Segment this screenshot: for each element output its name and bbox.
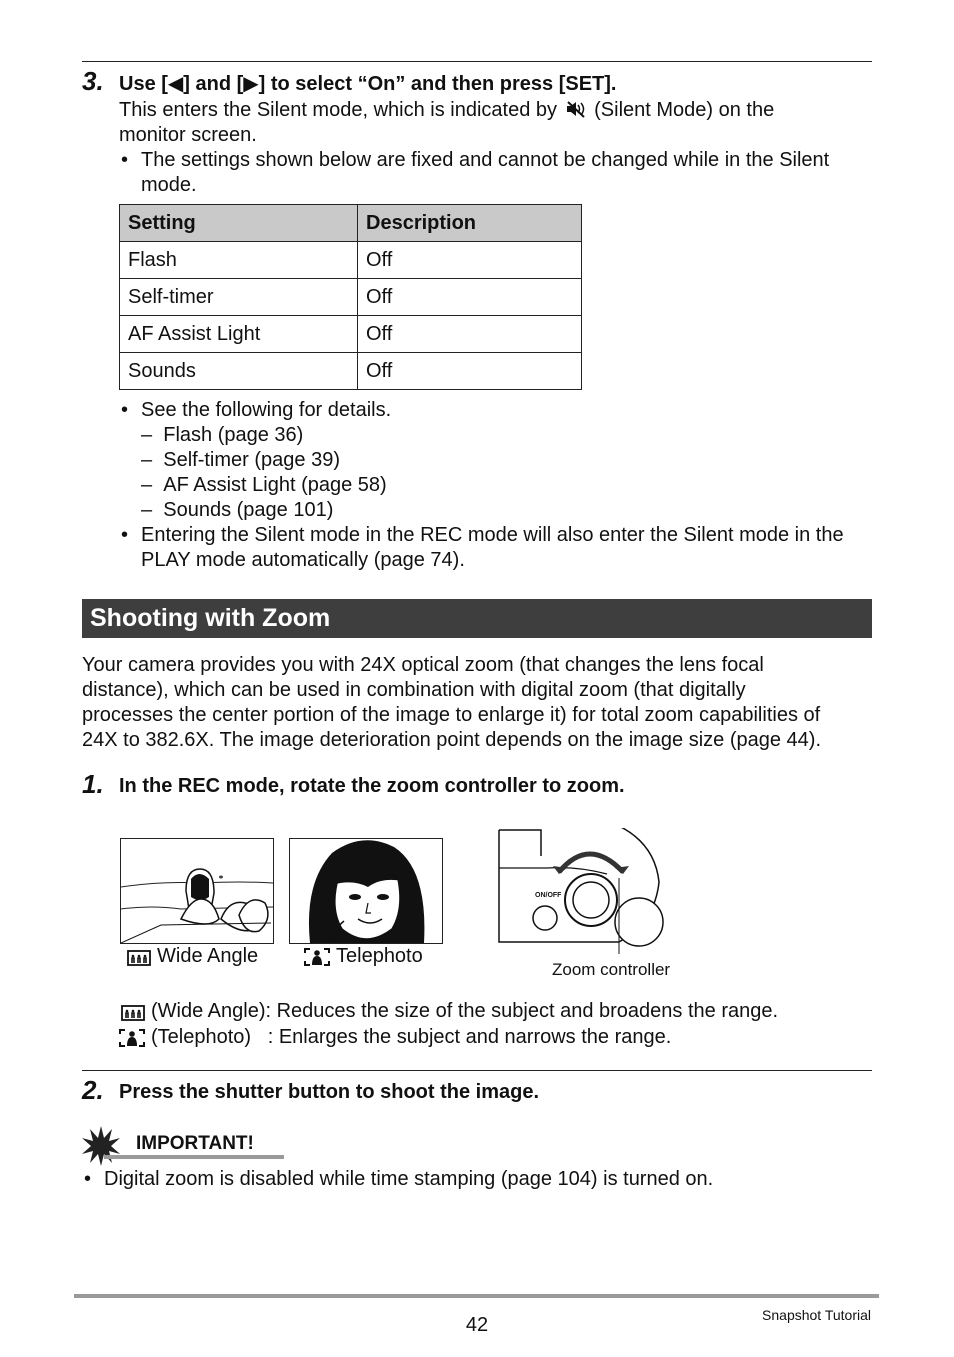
step-1-number: 1. — [82, 769, 104, 799]
legend-wide — [121, 1000, 778, 1023]
footer-rule — [74, 1294, 879, 1298]
table-row — [120, 242, 582, 279]
zoom-controller-caption: Zoom controller — [552, 960, 671, 979]
details-bullet-2-line2: PLAY mode automatically (page 74). — [141, 549, 465, 571]
table-header-description: Description — [358, 205, 582, 242]
step-3-body-line1 — [119, 98, 879, 123]
details-item-text: Flash (page 36) — [163, 424, 304, 446]
details-item-text: Self-timer (page 39) — [163, 449, 340, 471]
legend-tele — [119, 1026, 671, 1049]
details-item-text: AF Assist Light (page 58) — [163, 474, 387, 496]
wide-angle-illustration — [120, 838, 274, 944]
table-cell-description: Off — [358, 242, 582, 279]
legend-tele-text: (Telephoto) : Enlarges the subject and narrows the range. — [151, 1026, 672, 1048]
footer-section-label: Snapshot Tutorial — [762, 1307, 871, 1323]
page-number: 42 — [465, 1314, 489, 1336]
details-item: – Self-timer (page 39) — [141, 449, 340, 471]
details-item: – Flash (page 36) — [141, 424, 304, 446]
important-burst-icon — [82, 1126, 120, 1166]
intro-line-2: distance), which can be used in combination with digital zoom (that digitally — [82, 679, 746, 701]
table-row — [120, 353, 582, 390]
step-3-number: 3. — [82, 66, 104, 96]
telephoto-caption-text: Telephoto — [336, 945, 423, 967]
table-cell-description: Off — [358, 353, 582, 390]
section-title: Shooting with Zoom — [90, 604, 331, 632]
intro-line-3: processes the center portion of the image to enlarge it) for total zoom capabilities of — [82, 704, 821, 726]
telephoto-icon — [304, 948, 330, 966]
top-rule — [82, 61, 872, 62]
step-2-number: 2. — [82, 1075, 104, 1105]
bullet-mark: • — [121, 399, 129, 421]
wide-angle-icon — [127, 949, 151, 965]
table-cell-setting: AF Assist Light — [120, 316, 358, 353]
step-3-bullet-line2: mode. — [141, 174, 197, 196]
table-header-setting: Setting — [120, 205, 358, 242]
table-cell-setting: Sounds — [120, 353, 358, 390]
bullet-mark: • — [121, 524, 129, 546]
details-bullet-text: See the following for details. — [141, 399, 392, 421]
bullet-mark: • — [84, 1168, 92, 1190]
important-bullet-text: Digital zoom is disabled while time stamping (page 104) is turned on. — [104, 1168, 714, 1190]
details-bullet — [121, 398, 881, 423]
table-cell-setting: Self-timer — [120, 279, 358, 316]
camera-on-off-label: ON/OFF — [535, 892, 562, 899]
wide-angle-icon — [121, 1004, 145, 1020]
camera-top-illustration — [497, 828, 667, 954]
intro-line-1: Your camera provides you with 24X optical zoom (that changes the lens focal — [82, 654, 764, 676]
step-3-body-pre: This enters the Silent mode, which is indicated by — [119, 99, 557, 121]
table-cell-setting: Flash — [120, 242, 358, 279]
details-bullet-2-line1: Entering the Silent mode in the REC mode will also enter the Silent mode in the — [141, 524, 844, 546]
important-label: IMPORTANT! — [136, 1133, 254, 1154]
important-underline — [104, 1155, 284, 1159]
telephoto-icon — [119, 1029, 145, 1047]
bullet-mark: • — [121, 149, 129, 171]
step-2-title: Press the shutter button to shoot the image. — [119, 1081, 540, 1103]
telephoto-caption — [304, 945, 423, 968]
legend-wide-text: (Wide Angle): Reduces the size of the subject and broadens the range. — [151, 1000, 779, 1022]
silent-settings-table — [119, 204, 582, 390]
details-item-text: Sounds (page 101) — [163, 499, 334, 521]
table-cell-description: Off — [358, 316, 582, 353]
wide-angle-caption-text: Wide Angle — [157, 945, 259, 967]
details-bullet-2 — [121, 523, 881, 573]
table-row — [120, 316, 582, 353]
silent-mode-icon — [565, 100, 587, 118]
step-3-bullet-line1: The settings shown below are fixed and cannot be changed while in the Silent — [141, 149, 830, 171]
details-item: – AF Assist Light (page 58) — [141, 474, 387, 496]
table-cell-description: Off — [358, 279, 582, 316]
step-3-body-line2: monitor screen. — [119, 124, 257, 146]
intro-line-4: 24X to 382.6X. The image deterioration point depends on the image size (page 44). — [82, 729, 822, 751]
important-bullet — [84, 1167, 864, 1192]
wide-angle-caption — [127, 945, 258, 968]
step-1-title: In the REC mode, rotate the zoom controller to zoom. — [119, 775, 625, 797]
section-title-bar — [82, 599, 872, 638]
details-item: – Sounds (page 101) — [141, 499, 334, 521]
step-2-rule — [82, 1070, 872, 1071]
telephoto-illustration — [289, 838, 443, 944]
step-3-title: Use [◀] and [▶] to select “On” and then press [SET]. — [119, 73, 617, 95]
step-3-body-post: (Silent Mode) on the — [594, 99, 775, 121]
step-3-bullet — [121, 148, 881, 198]
table-row — [120, 279, 582, 316]
table-header-row — [120, 205, 582, 242]
